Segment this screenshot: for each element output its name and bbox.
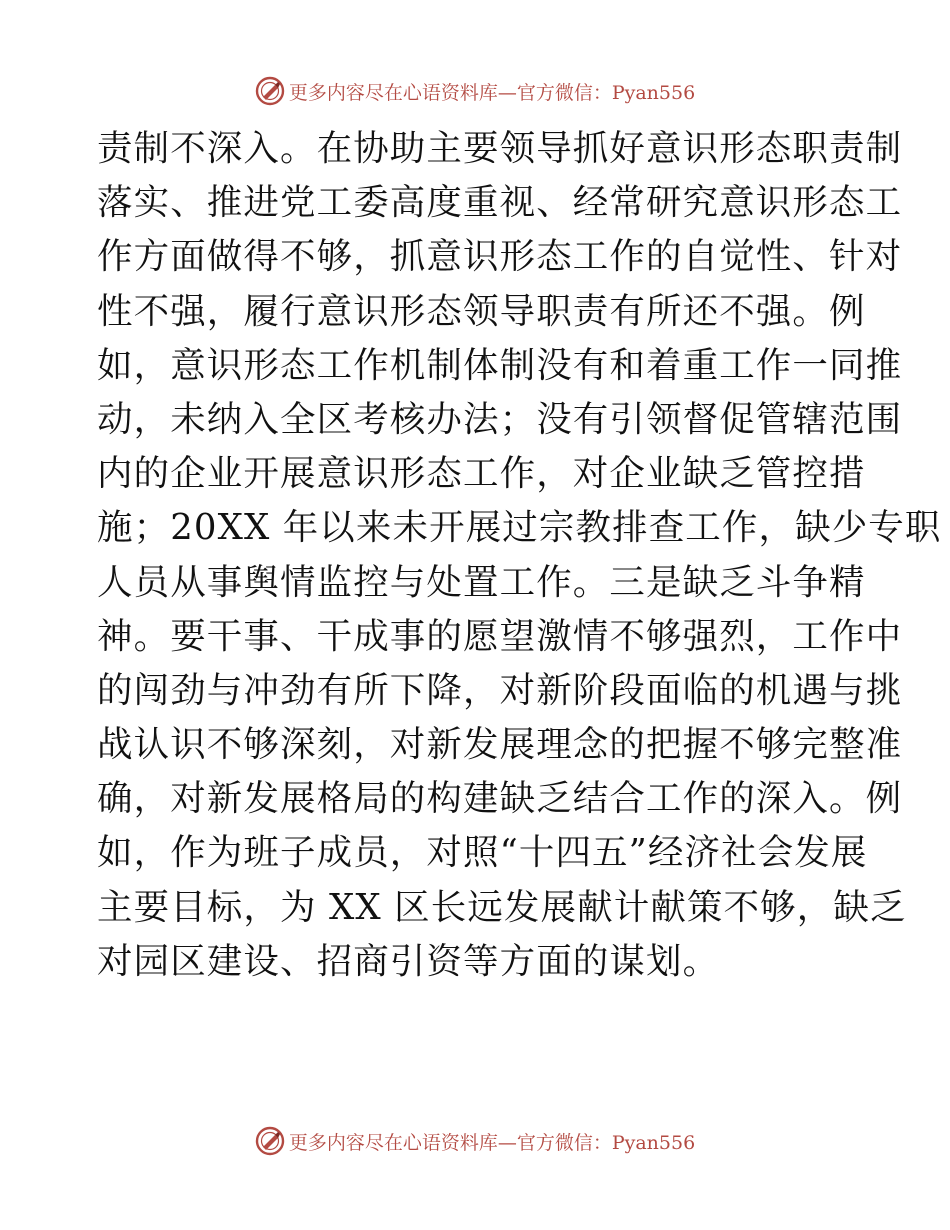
body-line-1: 责制不深入。在协助主要领导抓好意识形态职责制 [97, 128, 903, 169]
footer-watermark [0, 1121, 950, 1161]
body-line-4: 性不强，履行意识形态领导职责有所还不强。例 [97, 290, 866, 332]
body-line-7: 内的企业开展意识形态工作，对企业缺乏管控措 [97, 453, 866, 495]
body-line-3: 作方面做得不够，抓意识形态工作的自觉性、针对 [97, 236, 903, 278]
seal-logo-icon [255, 76, 285, 106]
header-watermark-text: 更多内容尽在心语资料库—官方微信：Pyan556 [288, 81, 696, 104]
body-line-13: 确，对新发展格局的构建缺乏结合工作的深入。例 [97, 778, 903, 820]
body-line-10: 神。要干事、干成事的愿望激情不够强烈，工作中 [97, 615, 903, 657]
seal-logo-icon [255, 1126, 285, 1156]
body-line-15: 主要目标，为 XX 区长远发展献计献策不够，缺乏 [97, 886, 907, 928]
body-line-8: 施；20XX 年以来未开展过宗教排查工作，缺少专职 [97, 507, 942, 549]
document-body [97, 122, 942, 989]
body-line-11: 的闯劲与冲劲有所下降，对新阶段面临的机遇与挑 [97, 669, 903, 711]
body-line-5: 如，意识形态工作机制体制没有和着重工作一同推 [97, 344, 903, 386]
header-watermark [0, 71, 950, 111]
body-line-9: 人员从事舆情监控与处置工作。三是缺乏斗争精 [97, 561, 866, 603]
footer-watermark-text: 更多内容尽在心语资料库—官方微信：Pyan556 [288, 1131, 696, 1154]
body-line-6: 动，未纳入全区考核办法；没有引领督促管辖范围 [97, 398, 903, 440]
body-line-2: 落实、推进党工委高度重视、经常研究意识形态工 [97, 182, 903, 224]
body-line-16: 对园区建设、招商引资等方面的谋划。 [97, 940, 720, 982]
body-line-14: 如，作为班子成员，对照“十四五”经济社会发展 [97, 832, 868, 874]
body-line-12: 战认识不够深刻，对新发展理念的把握不够完整准 [97, 724, 903, 766]
